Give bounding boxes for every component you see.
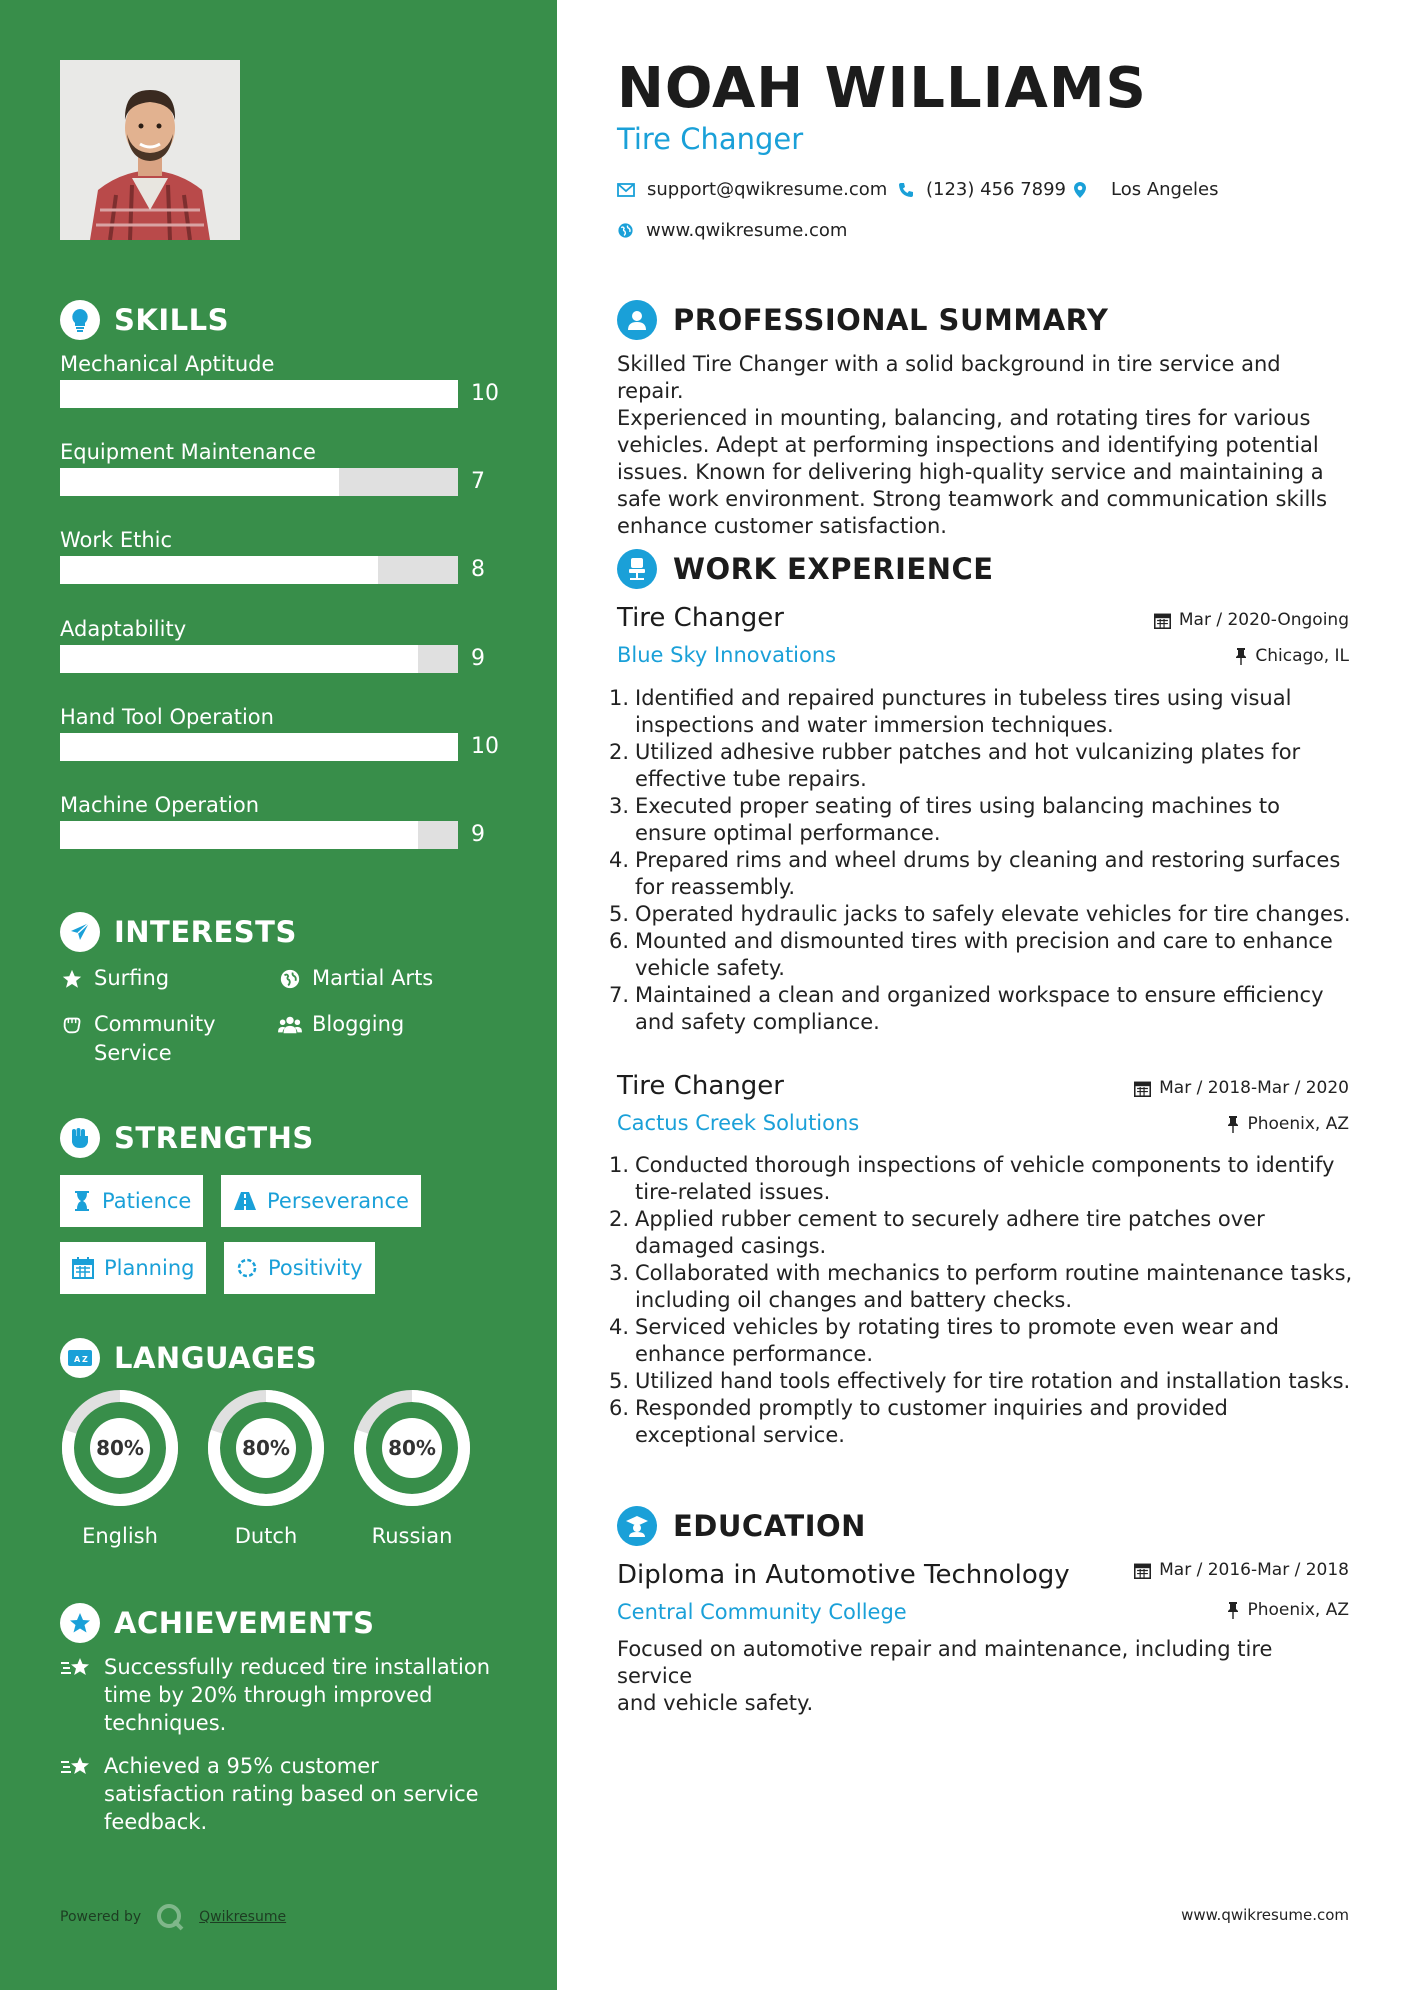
calendar-icon bbox=[72, 1257, 94, 1279]
skill-bar bbox=[60, 380, 458, 408]
skill-value: 10 bbox=[471, 381, 499, 406]
job-title: Tire Changer bbox=[617, 603, 784, 633]
duty-line: for reassembly. bbox=[635, 875, 796, 899]
job-title: Tire Changer bbox=[617, 1071, 784, 1101]
education-line: Focused on automotive repair and maintenance, including tire service bbox=[617, 1637, 1273, 1688]
calendar-icon bbox=[1134, 1562, 1151, 1579]
interests-heading bbox=[60, 912, 297, 952]
svg-text:Z: Z bbox=[82, 1355, 88, 1364]
skill-bar bbox=[60, 733, 458, 761]
summary-line: Skilled Tire Changer with a solid background in tire service and repair. bbox=[617, 352, 1281, 403]
contact-email[interactable] bbox=[617, 179, 887, 200]
candidate-name: NOAH WILLIAMS bbox=[617, 56, 1147, 121]
contact-location bbox=[1073, 179, 1219, 200]
duty-line: inspections and water immersion techniques. bbox=[635, 713, 1114, 737]
duty-line: Collaborated with mechanics to perform routine maintenance tasks, bbox=[635, 1261, 1353, 1285]
skill-label: Adaptability bbox=[60, 616, 187, 641]
duty-item bbox=[609, 982, 1357, 1036]
duty-number: 3. bbox=[609, 1261, 630, 1285]
svg-text:A: A bbox=[74, 1355, 81, 1364]
education-location-text: Phoenix, AZ bbox=[1247, 1600, 1349, 1620]
achievement-line: time by 20% through improved bbox=[104, 1683, 433, 1707]
fist-icon bbox=[60, 1118, 100, 1158]
job-company: Cactus Creek Solutions bbox=[617, 1111, 860, 1135]
job-location bbox=[1235, 646, 1349, 666]
languages-heading bbox=[60, 1338, 317, 1378]
language-item bbox=[350, 1386, 474, 1548]
duty-number: 4. bbox=[609, 848, 630, 872]
duty-item bbox=[609, 928, 1357, 982]
achievement-line: Achieved a 95% customer bbox=[104, 1754, 379, 1778]
summary-line: vehicles. Adept at performing inspections and identifying potential bbox=[617, 433, 1319, 457]
users-icon bbox=[278, 1010, 302, 1039]
interest-item-surfing bbox=[60, 964, 169, 993]
language-label: English bbox=[82, 1524, 158, 1548]
phone-icon bbox=[898, 182, 914, 198]
duty-number: 2. bbox=[609, 740, 630, 764]
map-pin-icon bbox=[1073, 181, 1087, 199]
education-location bbox=[1227, 1600, 1349, 1620]
education-line: and vehicle safety. bbox=[617, 1691, 814, 1715]
qwikresume-logo-icon bbox=[155, 1902, 185, 1932]
globe-icon bbox=[617, 222, 634, 239]
skill-value: 9 bbox=[471, 645, 485, 671]
skill-bar-fill bbox=[60, 380, 458, 408]
strength-label: Planning bbox=[104, 1256, 195, 1280]
skill-value: 8 bbox=[471, 557, 485, 583]
office-chair-icon bbox=[617, 549, 657, 589]
education-heading-text: EDUCATION bbox=[673, 1509, 866, 1543]
summary-heading bbox=[617, 300, 1108, 340]
phone-text[interactable]: (123) 456 7899 bbox=[926, 179, 1067, 200]
summary-heading-text: PROFESSIONAL SUMMARY bbox=[673, 303, 1109, 337]
duty-item bbox=[609, 685, 1357, 739]
achievements-heading bbox=[60, 1603, 374, 1643]
sidebar bbox=[0, 0, 557, 1990]
job-dates bbox=[1134, 1078, 1349, 1098]
duty-item bbox=[609, 1152, 1357, 1206]
language-percent: 80% bbox=[90, 1418, 150, 1478]
interest-label: Martial Arts bbox=[312, 966, 434, 990]
language-item bbox=[204, 1386, 328, 1548]
skill-value: 10 bbox=[471, 733, 499, 759]
candidate-title: Tire Changer bbox=[617, 122, 804, 156]
duty-line: Serviced vehicles by rotating tires to promote even wear and bbox=[635, 1315, 1280, 1339]
duty-line: and safety compliance. bbox=[635, 1010, 880, 1034]
summary-line: issues. Known for delivering high-quality service and maintaining a bbox=[617, 460, 1324, 484]
interest-item-martial-arts bbox=[278, 964, 433, 993]
strength-label: Perseverance bbox=[267, 1189, 409, 1213]
strength-badge-perseverance bbox=[221, 1175, 421, 1227]
achievement-item bbox=[60, 1653, 520, 1737]
calendar-icon bbox=[1154, 612, 1171, 629]
duty-item bbox=[609, 847, 1357, 901]
duty-number: 2. bbox=[609, 1207, 630, 1231]
skill-label: Hand Tool Operation bbox=[60, 704, 274, 729]
skill-bar-fill bbox=[60, 821, 418, 849]
language-percent: 80% bbox=[236, 1418, 296, 1478]
star-icon bbox=[60, 964, 84, 993]
job-dates bbox=[1154, 610, 1349, 630]
interest-label-line2: Service bbox=[94, 1041, 172, 1065]
experience-heading-text: WORK EXPERIENCE bbox=[673, 552, 994, 586]
interest-item-blogging bbox=[278, 1010, 404, 1039]
strengths-heading-text: STRENGTHS bbox=[114, 1121, 314, 1155]
contact-website[interactable] bbox=[617, 220, 847, 241]
skill-label: Machine Operation bbox=[60, 793, 260, 817]
duty-line: Executed proper seating of tires using balancing machines to bbox=[635, 794, 1280, 818]
skill-bar-fill bbox=[60, 645, 418, 673]
job-dates-text: Mar / 2020-Ongoing bbox=[1178, 610, 1349, 630]
skill-bar-fill bbox=[60, 556, 378, 584]
language-icon bbox=[60, 1338, 100, 1378]
duty-item bbox=[609, 901, 1357, 928]
skill-bar bbox=[60, 821, 458, 849]
strength-badge-patience bbox=[60, 1175, 203, 1227]
duty-number: 4. bbox=[609, 1315, 630, 1339]
language-ring bbox=[58, 1386, 182, 1510]
strength-badge-planning bbox=[60, 1242, 206, 1294]
duty-item bbox=[609, 739, 1357, 793]
duty-number: 5. bbox=[609, 902, 630, 926]
envelope-icon bbox=[617, 183, 635, 197]
language-label: Russian bbox=[371, 1524, 453, 1548]
skills-heading-text: SKILLS bbox=[114, 303, 229, 337]
skill-label: Equipment Maintenance bbox=[60, 440, 316, 465]
duty-item bbox=[609, 1314, 1357, 1368]
experience-heading bbox=[617, 549, 994, 589]
achievements-heading-text: ACHIEVEMENTS bbox=[114, 1606, 375, 1640]
duty-line: Operated hydraulic jacks to safely elevate vehicles for tire changes. bbox=[635, 902, 1351, 926]
duty-line: Applied rubber cement to securely adhere tire patches over bbox=[635, 1207, 1265, 1231]
language-ring bbox=[204, 1386, 328, 1510]
summary-text bbox=[617, 351, 1352, 540]
shooting-star-icon bbox=[60, 1752, 92, 1836]
achievement-line: techniques. bbox=[104, 1711, 227, 1735]
strengths-heading bbox=[60, 1118, 314, 1158]
skill-value: 9 bbox=[471, 822, 485, 847]
powered-by bbox=[60, 1902, 286, 1932]
duty-line: Mounted and dismounted tires with precision and care to enhance bbox=[635, 929, 1333, 953]
user-icon bbox=[617, 300, 657, 340]
skill-bar bbox=[60, 468, 458, 496]
duty-item bbox=[609, 1368, 1357, 1395]
skill-item bbox=[60, 352, 500, 412]
graduate-icon bbox=[617, 1506, 657, 1546]
skill-value: 7 bbox=[471, 469, 485, 495]
duty-line: vehicle safety. bbox=[635, 956, 785, 980]
duty-line: Maintained a clean and organized workspace to ensure efficiency bbox=[635, 983, 1324, 1007]
language-percent: 80% bbox=[382, 1418, 442, 1478]
shooting-star-icon bbox=[60, 1653, 92, 1737]
lightbulb-icon bbox=[60, 300, 100, 340]
duty-number: 1. bbox=[609, 1153, 630, 1177]
duty-item bbox=[609, 1206, 1357, 1260]
skill-item bbox=[60, 705, 500, 765]
skill-item bbox=[60, 793, 500, 853]
duty-number: 1. bbox=[609, 686, 630, 710]
road-icon bbox=[233, 1191, 257, 1211]
skill-bar-fill bbox=[60, 468, 339, 496]
education-description bbox=[617, 1636, 1352, 1717]
duty-line: Responded promptly to customer inquiries and provided bbox=[635, 1396, 1228, 1420]
globe-icon bbox=[278, 964, 302, 993]
duty-line: Conducted thorough inspections of vehicle components to identify bbox=[635, 1153, 1335, 1177]
website-text[interactable]: www.qwikresume.com bbox=[646, 220, 848, 241]
languages-heading-text: LANGUAGES bbox=[114, 1341, 318, 1375]
profile-photo bbox=[60, 60, 240, 240]
interest-label: Surfing bbox=[94, 966, 170, 990]
calendar-icon bbox=[1134, 1080, 1151, 1097]
duty-line: ensure optimal performance. bbox=[635, 821, 941, 845]
paper-plane-icon bbox=[60, 912, 100, 952]
skills-heading bbox=[60, 300, 229, 340]
qwikresume-link[interactable]: Qwikresume bbox=[199, 1909, 287, 1925]
job-dates-text: Mar / 2018-Mar / 2020 bbox=[1159, 1078, 1349, 1098]
hourglass-icon bbox=[72, 1190, 92, 1212]
duty-number: 7. bbox=[609, 983, 630, 1007]
interest-label-line1: Community bbox=[94, 1012, 216, 1036]
skill-item bbox=[60, 440, 500, 500]
duty-line: exceptional service. bbox=[635, 1423, 845, 1447]
interests-heading-text: INTERESTS bbox=[114, 915, 297, 949]
achievement-line: satisfaction rating based on service bbox=[104, 1782, 479, 1806]
duty-number: 3. bbox=[609, 794, 630, 818]
star-badge-icon bbox=[60, 1603, 100, 1643]
education-heading bbox=[617, 1506, 866, 1546]
achievement-line: feedback. bbox=[104, 1810, 208, 1834]
duty-line: tire-related issues. bbox=[635, 1180, 831, 1204]
duty-number: 6. bbox=[609, 929, 630, 953]
job-location-text: Chicago, IL bbox=[1255, 646, 1349, 666]
duty-line: Utilized hand tools effectively for tire rotation and installation tasks. bbox=[635, 1369, 1351, 1393]
duty-item bbox=[609, 1260, 1357, 1314]
duty-line: Identified and repaired punctures in tubeless tires using visual bbox=[635, 686, 1292, 710]
duty-line: enhance performance. bbox=[635, 1342, 874, 1366]
education-dates bbox=[1134, 1560, 1349, 1580]
duty-number: 6. bbox=[609, 1396, 630, 1420]
language-label: Dutch bbox=[234, 1524, 298, 1548]
duty-line: Prepared rims and wheel drums by cleaning and restoring surfaces bbox=[635, 848, 1341, 872]
skill-bar-fill bbox=[60, 733, 458, 761]
summary-line: enhance customer satisfaction. bbox=[617, 514, 947, 538]
footer-website-link[interactable]: www.qwikresume.com bbox=[1181, 1906, 1349, 1924]
skill-bar bbox=[60, 556, 458, 584]
pushpin-icon bbox=[1227, 1115, 1239, 1133]
duty-line: including oil changes and battery checks. bbox=[635, 1288, 1073, 1312]
duty-item bbox=[609, 1395, 1357, 1449]
summary-line: safe work environment. Strong teamwork and communication skills bbox=[617, 487, 1328, 511]
achievement-item bbox=[60, 1752, 520, 1836]
duty-item bbox=[609, 793, 1357, 847]
job-location-text: Phoenix, AZ bbox=[1247, 1114, 1349, 1134]
achievement-line: Successfully reduced tire installation bbox=[104, 1655, 490, 1679]
pushpin-icon bbox=[1227, 1601, 1239, 1619]
strength-badge-positivity bbox=[224, 1242, 375, 1294]
interest-label: Blogging bbox=[312, 1012, 405, 1036]
language-item bbox=[58, 1386, 182, 1548]
summary-line: Experienced in mounting, balancing, and rotating tires for various bbox=[617, 406, 1311, 430]
pushpin-icon bbox=[1235, 647, 1247, 665]
duty-line: damaged casings. bbox=[635, 1234, 827, 1258]
location-text: Los Angeles bbox=[1111, 179, 1219, 200]
education-degree: Diploma in Automotive Technology bbox=[617, 1560, 1070, 1590]
circle-notch-icon bbox=[236, 1257, 258, 1279]
duty-line: effective tube repairs. bbox=[635, 767, 867, 791]
skill-label: Work Ethic bbox=[60, 528, 173, 553]
strength-label: Patience bbox=[102, 1189, 192, 1213]
hand-icon bbox=[60, 1010, 84, 1039]
job-location bbox=[1227, 1114, 1349, 1134]
skill-label: Mechanical Aptitude bbox=[60, 352, 275, 376]
job-company: Blue Sky Innovations bbox=[617, 643, 837, 667]
contact-phone[interactable] bbox=[898, 179, 1066, 200]
duty-number: 5. bbox=[609, 1369, 630, 1393]
email-text[interactable]: support@qwikresume.com bbox=[647, 179, 888, 200]
education-dates-text: Mar / 2016-Mar / 2018 bbox=[1159, 1560, 1349, 1580]
skill-bar bbox=[60, 645, 458, 673]
interest-item-community-service bbox=[60, 1010, 216, 1068]
skill-item bbox=[60, 617, 500, 677]
strength-label: Positivity bbox=[268, 1256, 363, 1280]
job-duties-list bbox=[609, 1152, 1357, 1449]
duty-line: Utilized adhesive rubber patches and hot vulcanizing plates for bbox=[635, 740, 1301, 764]
job-duties-list bbox=[609, 685, 1357, 1036]
skill-item bbox=[60, 528, 500, 588]
powered-by-label: Powered by bbox=[60, 1909, 142, 1925]
language-ring bbox=[350, 1386, 474, 1510]
education-school: Central Community College bbox=[617, 1600, 907, 1624]
